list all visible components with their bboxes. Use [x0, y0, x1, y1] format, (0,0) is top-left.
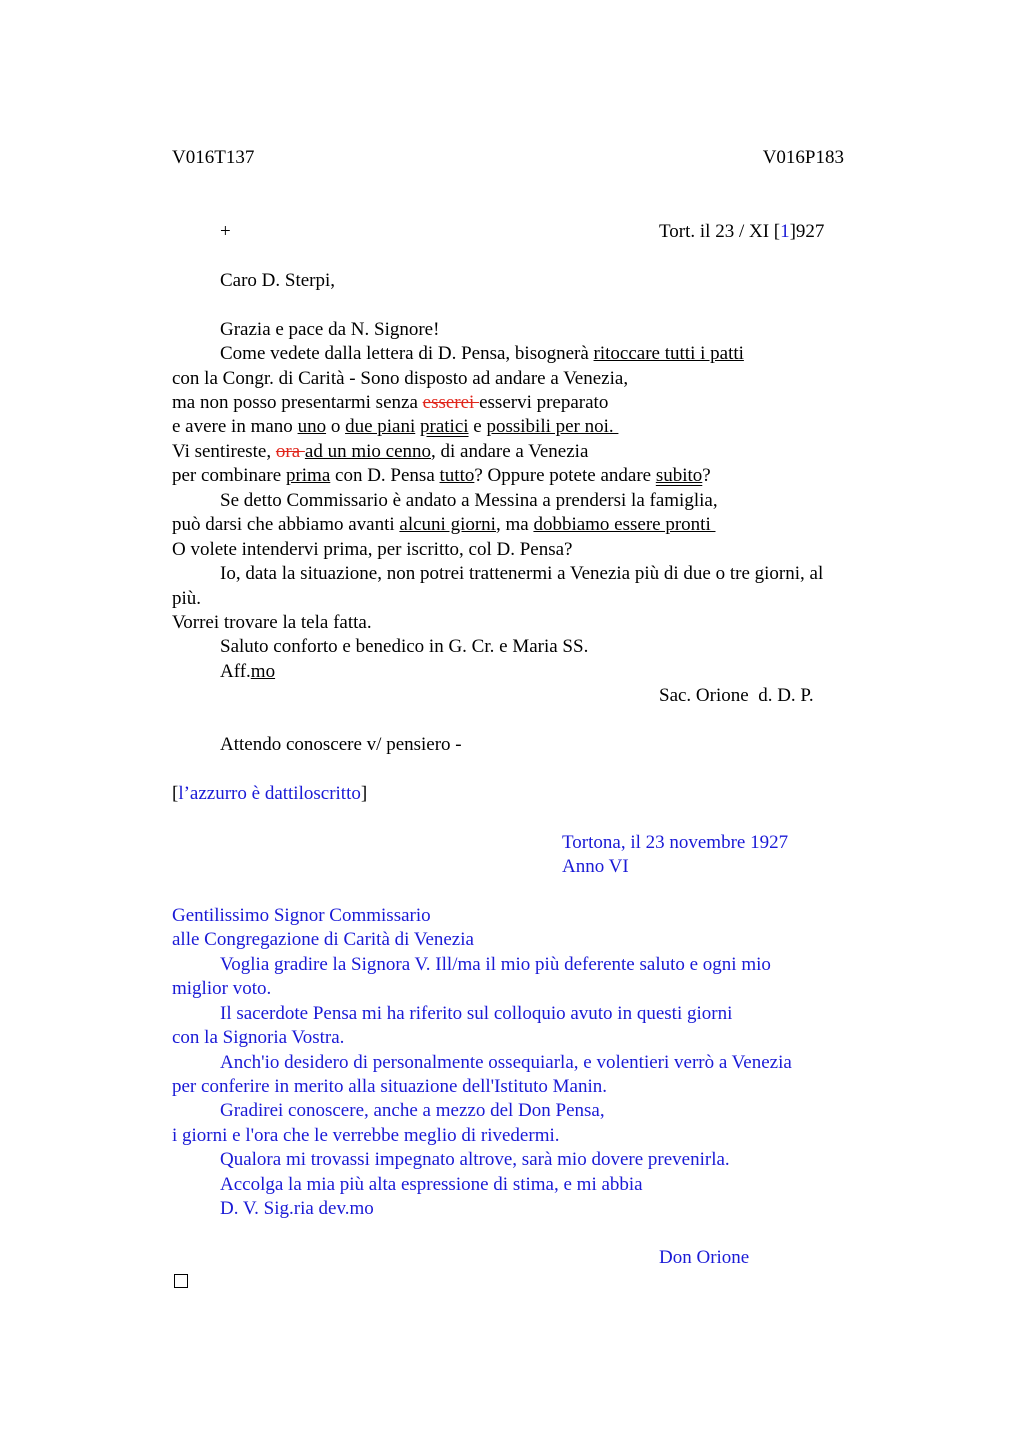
letter-line: più. — [172, 588, 202, 609]
typed-line: miglior voto. — [172, 978, 272, 999]
typed-line: i giorni e l'ora che le verrebbe meglio di rivedermi. — [172, 1125, 560, 1146]
closing: Aff.mo — [220, 661, 276, 682]
letter-line: Saluto conforto e benedico in G. Cr. e Maria SS. — [220, 636, 589, 657]
postscript: Attendo conoscere v/ pensiero - — [220, 734, 462, 755]
cross-mark: + — [220, 221, 231, 242]
typed-line: per conferire in merito alla situazione dell'Istituto Manin. — [172, 1076, 608, 1097]
typed-line: Anch'io desidero di personalmente ossequiarla, e volentieri verrò a Venezia — [220, 1052, 792, 1073]
letter-date: Tort. il 23 / XI [1]927 — [659, 221, 825, 242]
letter-line: Vi sentireste, ora ad un mio cenno, di andare a Venezia — [172, 441, 589, 462]
letter-line: Io, data la situazione, non potrei trattenermi a Venezia più di due o tre giorni, al — [220, 563, 824, 584]
header-left-code: V016T137 — [172, 147, 255, 168]
typed-line: Il sacerdote Pensa mi ha riferito sul colloquio avuto in questi giorni — [220, 1003, 733, 1024]
typed-line: con la Signoria Vostra. — [172, 1027, 345, 1048]
square-icon — [174, 1274, 188, 1288]
signature: Sac. Orione d. D. P. — [659, 685, 814, 706]
letter-line: Come vedete dalla lettera di D. Pensa, bisognerà ritoccare tutti i patti — [220, 343, 744, 364]
typed-signature: Don Orione — [659, 1247, 750, 1268]
typed-line: Voglia gradire la Signora V. Ill/ma il mio più deferente saluto e ogni mio — [220, 954, 771, 975]
letter-line: Se detto Commissario è andato a Messina a prendersi la famiglia, — [220, 490, 718, 511]
letter-line: e avere in mano uno o due piani pratici e possibili per noi. — [172, 416, 619, 437]
letter-line: può darsi che abbiamo avanti alcuni giorni, ma dobbiamo essere pronti — [172, 514, 716, 535]
addressee: Gentilissimo Signor Commissario — [172, 905, 431, 926]
letter-line: per combinare prima con D. Pensa tutto? Oppure potete andare subito? — [172, 465, 711, 486]
typed-date: Tortona, il 23 novembre 1927 — [562, 832, 789, 853]
header-right-code: V016P183 — [762, 147, 844, 168]
typed-line: Qualora mi trovassi impegnato altrove, sarà mio dovere prevenirla. — [220, 1149, 730, 1170]
typed-year: Anno VI — [562, 856, 629, 877]
greeting: Grazia e pace da N. Signore! — [220, 319, 440, 340]
addressee: alle Congregazione di Carità di Venezia — [172, 929, 474, 950]
editor-note: [l’azzurro è dattiloscritto] — [172, 783, 368, 804]
letter-line: con la Congr. di Carità - Sono disposto ad andare a Venezia, — [172, 368, 629, 389]
typed-line: D. V. Sig.ria dev.mo — [220, 1198, 374, 1219]
letter-line: Vorrei trovare la tela fatta. — [172, 612, 372, 633]
typed-line: Gradirei conoscere, anche a mezzo del Don Pensa, — [220, 1100, 605, 1121]
typed-line: Accolga la mia più alta espressione di stima, e mi abbia — [220, 1174, 643, 1195]
letter-line: O volete intendervi prima, per iscritto, col D. Pensa? — [172, 539, 573, 560]
salutation: Caro D. Sterpi, — [220, 270, 336, 291]
letter-line: ma non posso presentarmi senza esserei esservi preparato — [172, 392, 609, 413]
